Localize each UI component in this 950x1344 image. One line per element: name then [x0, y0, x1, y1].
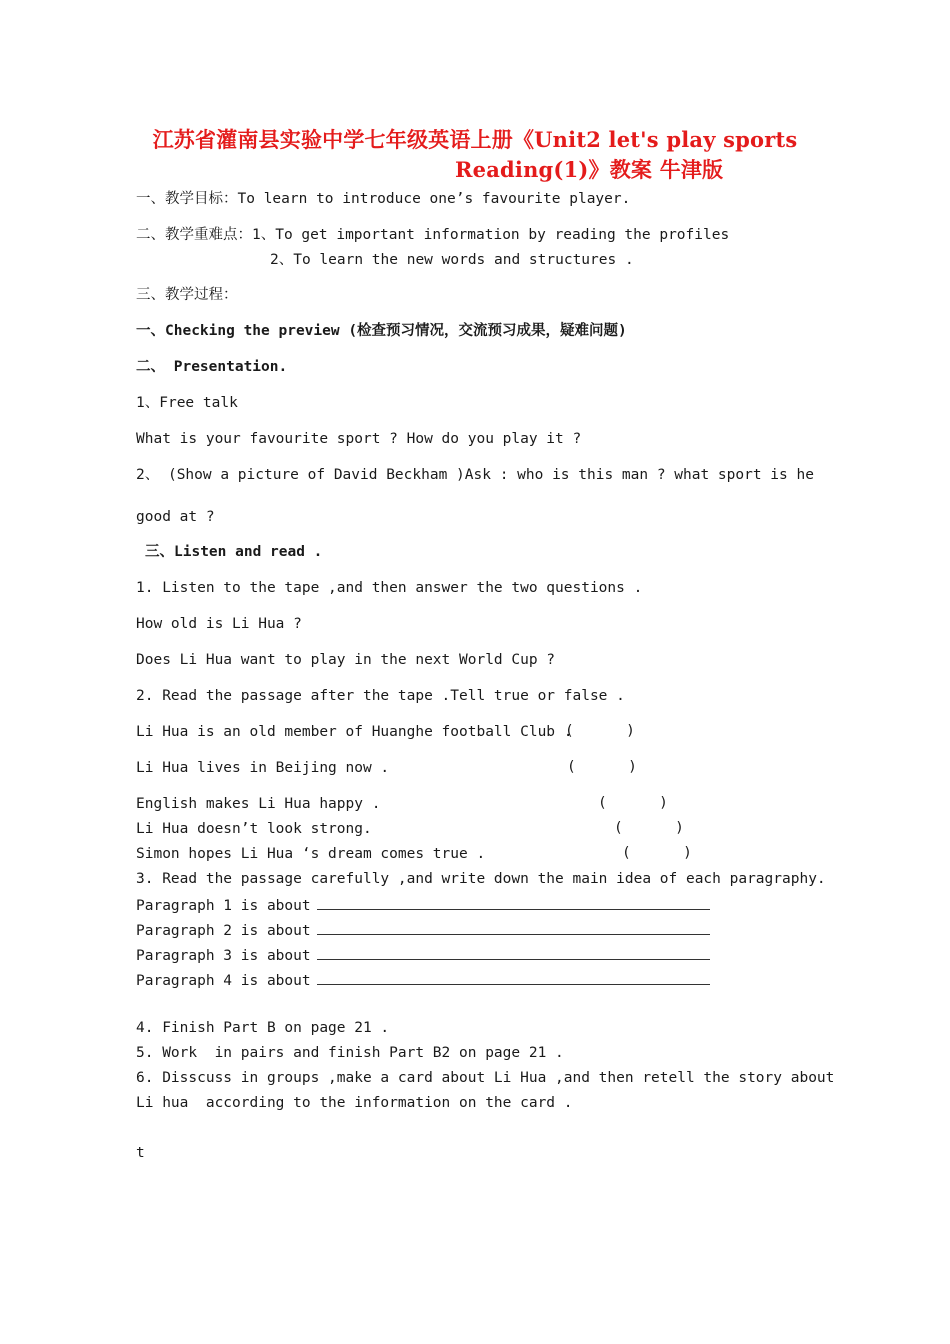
paragraph-line — [136, 895, 710, 915]
document-title-line1: 江苏省灌南县实验中学七年级英语上册《Unit2 let's play sports — [152, 127, 798, 152]
tf-item: English makes Li Hua happy . — [136, 796, 381, 812]
answer-blank[interactable] — [317, 970, 710, 985]
task-item: Li hua according to the information on the card . — [136, 1095, 573, 1111]
step-checking-preview: 一、Checking the preview (检查预习情况，交流预习成果，疑难问题) — [136, 323, 627, 339]
task-item: 5. Work in pairs and finish Part B2 on page 21 . — [136, 1045, 564, 1061]
tf-answer-blank: ( ) — [567, 759, 637, 775]
task-item: 4. Finish Part B on page 21 . — [136, 1020, 390, 1036]
key-point-2: 2、To learn the new words and structures . — [270, 252, 634, 268]
step-listen-read: 三、Listen and read . — [145, 544, 323, 560]
free-talk: 1、Free talk — [136, 395, 238, 411]
free-talk-question: What is your favourite sport ? How do you play it ? — [136, 431, 582, 447]
paragraph-line — [136, 920, 710, 940]
paragraph-line — [136, 970, 710, 990]
tf-answer-blank: ( ) — [614, 820, 684, 836]
document-title-line2: Reading(1)》教案 牛津版 — [455, 157, 724, 182]
answer-blank[interactable] — [317, 945, 710, 960]
paragraph-label: Paragraph 2 is about — [136, 923, 311, 939]
task-item: 6. Disscuss in groups ,make a card about Li Hua ,and then retell the story about — [136, 1070, 835, 1086]
question-age: How old is Li Hua ? — [136, 616, 302, 632]
paragraph-line — [136, 945, 710, 965]
tf-item: Simon hopes Li Hua ‘s dream comes true . — [136, 846, 486, 862]
paragraph-label: Paragraph 4 is about — [136, 973, 311, 989]
tf-item: Li Hua is an old member of Huanghe football Club . — [136, 724, 573, 740]
picture-prompt: 2、 (Show a picture of David Beckham )Ask : who is this man ? what sport is he — [136, 467, 814, 483]
teaching-process-heading: 三、教学过程： — [136, 287, 238, 303]
answer-blank[interactable] — [317, 920, 710, 935]
answer-blank[interactable] — [317, 895, 710, 910]
picture-prompt-cont: good at ? — [136, 509, 215, 525]
main-idea-instruction: 3. Read the passage carefully ,and write down the main idea of each paragraphy. — [136, 871, 826, 887]
read-instruction: 2. Read the passage after the tape .Tell true or false . — [136, 688, 625, 704]
tf-item: Li Hua lives in Beijing now . — [136, 760, 390, 776]
tf-item: Li Hua doesn’t look strong. — [136, 821, 372, 837]
tf-answer-blank: ( ) — [565, 723, 635, 739]
paragraph-label: Paragraph 1 is about — [136, 898, 311, 914]
key-point-1: 二、教学重难点：1、To get important information by reading the profiles — [136, 227, 730, 243]
stray-letter: t — [136, 1145, 145, 1161]
teaching-goal: 一、教学目标：To learn to introduce one’s favourite player. — [136, 191, 631, 207]
paragraph-label: Paragraph 3 is about — [136, 948, 311, 964]
question-world-cup: Does Li Hua want to play in the next World Cup ? — [136, 652, 556, 668]
step-presentation: 二、 Presentation. — [136, 359, 288, 375]
listen-instruction: 1. Listen to the tape ,and then answer the two questions . — [136, 580, 643, 596]
tf-answer-blank: ( ) — [622, 845, 692, 861]
tf-answer-blank: ( ) — [598, 795, 668, 811]
